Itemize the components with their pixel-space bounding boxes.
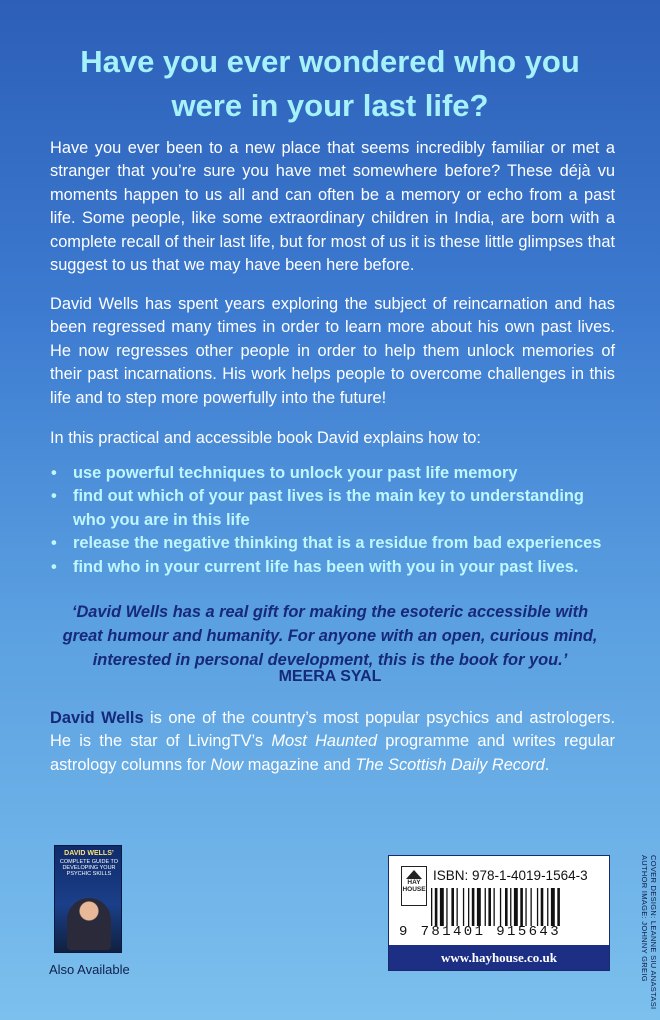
newspaper-title: The Scottish Daily Record xyxy=(355,755,545,774)
author-portrait xyxy=(67,898,111,950)
list-item: • release the negative thinking that is a residue from bad experiences xyxy=(50,532,620,555)
headline-line-2: were in your last life? xyxy=(171,88,489,123)
explains-lead-in: In this practical and accessible book David explains how to: xyxy=(50,429,481,447)
cover-design-credit: COVER DESIGN: LEANNE SIU ANASTASI xyxy=(649,855,658,1010)
intro-paragraph: Have you ever been to a new place that seems incredibly familiar or met a stranger that you’re sure you have met somewhere before? These déjà vu moments happen to us all and can often be a memory or echo from a past life. Some people, like some extraordinary children in India, are born with a complete recall of their last life, but for most of us it is these little glimpses that suggest to us that we may have been here before. xyxy=(50,139,615,275)
bullet-icon: • xyxy=(51,534,57,553)
author-bio: David Wells is one of the country’s most popular psychics and astrologers. He is the star of LivingTV’s Most Haunted programme and writes regular astrology columns for Now magazine and The Scottish Daily Record. xyxy=(50,709,615,774)
isbn-number: ISBN: 978-1-4019-1564-3 xyxy=(433,868,588,883)
endorsement-quote: ‘David Wells has a real gift for making the esoteric accessible with great humour and humanity. For anyone with an open, curious mind, interested in personal development, this is the book for you.’ xyxy=(62,603,598,669)
bullet-icon: • xyxy=(51,487,57,506)
show-title: Most Haunted xyxy=(271,732,378,751)
headline-line-1: Have you ever wondered who you xyxy=(80,44,580,79)
bullet-icon: • xyxy=(51,557,57,576)
author-paragraph: David Wells has spent years exploring the subject of reincarnation and has been regressed many times in order to learn more about his own past lives. He now regresses other people in order to help them unlock memories of their past incarnations. His work helps people to overcome challenges in this life and to step more powerfully into the future! xyxy=(50,295,615,407)
also-available-book-cover xyxy=(54,845,122,953)
book-cover-subtitle: COMPLETE GUIDE TO DEVELOPING YOUR PSYCHIC SKILLS xyxy=(59,859,119,877)
book-cover-title: DAVID WELLS’ xyxy=(64,850,114,857)
hay-house-logo-icon: HAY HOUSE xyxy=(401,866,427,906)
barcode-panel xyxy=(388,855,610,971)
author-image-credit: AUTHOR IMAGE: JOHNNY GREIG xyxy=(640,855,649,982)
publisher-website: www.hayhouse.co.uk xyxy=(389,945,609,970)
list-item: • use powerful techniques to unlock your past life memory xyxy=(50,462,620,485)
barcode-digits: 9 781401 915643 xyxy=(399,924,562,940)
magazine-title: Now xyxy=(210,755,244,774)
cover-credits xyxy=(640,855,658,1009)
bullet-icon: • xyxy=(51,464,57,482)
benefit-list xyxy=(50,462,620,579)
list-item: • find who in your current life has been with you in your past lives. xyxy=(50,556,620,579)
barcode-icon xyxy=(431,888,599,926)
list-item: • find out which of your past lives is the main key to understanding who you are in this life xyxy=(51,487,584,529)
endorsement-author: MEERA SYAL xyxy=(278,668,382,685)
author-name: David Wells xyxy=(50,709,144,727)
headline xyxy=(0,40,660,128)
also-available-label: Also Available xyxy=(49,962,130,977)
